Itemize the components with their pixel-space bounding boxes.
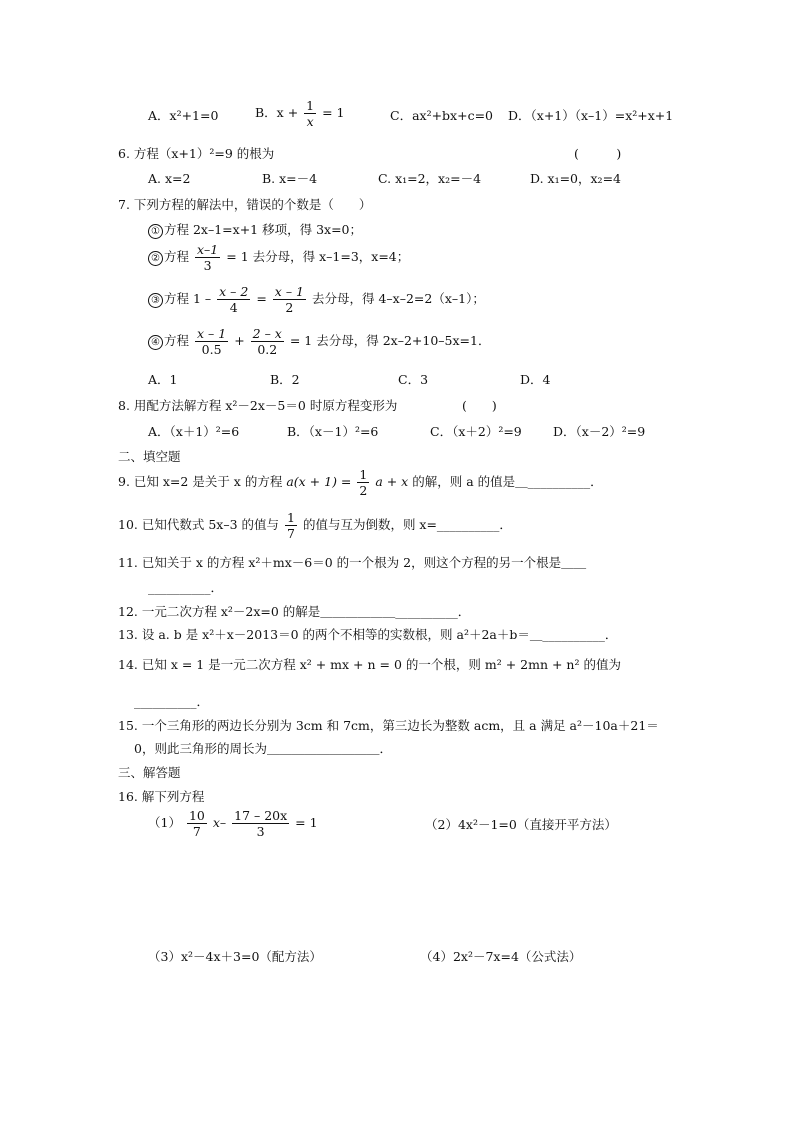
q11-line-1: 11. 已知关于 x 的方程 x²＋mx－6＝0 的一个根为 2，则这个方程的另一个根是＿＿ — [118, 555, 587, 570]
q7-item-3-number: ③ — [148, 293, 163, 308]
q16-part-1-numerator-1: 10 — [188, 808, 205, 823]
q7-item-4 — [148, 326, 490, 357]
q5-option-a: A．x²+1=0 — [148, 108, 219, 123]
q7-item-2-denominator: 3 — [203, 258, 212, 273]
q7-item-4-suffix: = 1 去分母，得 2x–2+10–5x=1． — [289, 333, 491, 348]
q8-stem: 8. 用配方法解方程 x²－2x－5＝0 时原方程变形为 — [118, 398, 398, 413]
q16-part-1-label: （1） — [148, 815, 181, 830]
q16-part-1-denominator-2: 3 — [256, 824, 265, 839]
q7-item-4-fraction-1 — [195, 326, 228, 357]
q7-item-3-numerator-1: x – 2 — [219, 284, 249, 299]
q10-prefix: 10. 已知代数式 5x–3 的值与 — [118, 517, 280, 532]
q7-item-4-prefix: 方程 — [164, 333, 190, 348]
q11-line-2: __________． — [148, 580, 224, 595]
q7-item-4-numerator-2: 2 – x — [252, 326, 282, 341]
q16-part-1 — [148, 808, 318, 839]
q14-line-2: __________． — [134, 694, 210, 709]
q7-item-4-plus: + — [234, 333, 245, 348]
q5-option-b — [255, 98, 345, 129]
q6-answer-paren: ( ) — [574, 146, 622, 161]
q7-item-3-denominator-1: 4 — [229, 300, 238, 315]
q7-item-3-denominator-2: 2 — [285, 300, 294, 315]
q7-item-3 — [148, 284, 485, 315]
q6-stem: 6. 方程（x+1）²=9 的根为 — [118, 146, 275, 161]
q10-fraction — [285, 510, 297, 541]
q15-line-2: 0，则此三角形的周长为＿＿＿＿＿＿＿＿＿． — [134, 741, 392, 756]
q16-part-4: （4）2x²－7x=4（公式法） — [420, 949, 582, 964]
q16-part-1-numerator-2: 17 – 20x — [234, 808, 288, 823]
q7-item-2-prefix: 方程 — [164, 249, 190, 264]
q9-denominator: 2 — [359, 483, 368, 498]
q5-option-b-numerator: 1 — [306, 98, 315, 113]
q7-option-d: D．4 — [520, 372, 551, 387]
q8-answer-paren: ( ) — [462, 398, 497, 413]
q6-option-d: D. x₁=0，x₂=4 — [530, 171, 621, 186]
q16-part-2: （2）4x²－1=0（直接开平方法） — [425, 817, 617, 832]
q7-item-4-denominator-2: 0.2 — [257, 342, 278, 357]
q16-part-1-fraction-2 — [232, 808, 289, 839]
section-2-heading: 二、填空题 — [118, 449, 181, 464]
q7-item-4-fraction-2 — [251, 326, 284, 357]
q8-option-b: B．（x－1）²=6 — [287, 424, 379, 439]
q9-fraction — [357, 467, 369, 498]
q7-item-1-number: ① — [148, 224, 163, 239]
q10-denominator: 7 — [287, 526, 295, 541]
q6-option-b: B. x=－4 — [262, 171, 318, 186]
q7-item-2-suffix: = 1 去分母，得 x–1=3，x=4； — [226, 249, 410, 264]
q9-prefix: 9. 已知 x=2 是关于 x 的方程 — [118, 474, 283, 489]
q7-item-3-suffix: 去分母，得 4–x–2=2（x–1）； — [311, 291, 485, 306]
q9-eq-left: a(x + 1) = — [286, 474, 352, 489]
q9-line — [118, 467, 603, 498]
q5-option-b-suffix: = 1 — [322, 105, 345, 120]
q7-item-4-denominator-1: 0.5 — [201, 342, 222, 357]
q7-item-3-numerator-2: x – 1 — [274, 284, 304, 299]
q7-stem: 7. 下列方程的解法中，错误的个数是（ ） — [118, 197, 372, 212]
q16-stem: 16. 解下列方程 — [118, 789, 205, 804]
q12-line: 12. 一元二次方程 x²－2x=0 的解是＿＿＿＿＿＿__________． — [118, 604, 471, 619]
section-3-heading: 三、解答题 — [118, 765, 181, 780]
q16-part-1-middle: x– — [212, 815, 227, 830]
q7-item-2 — [148, 242, 409, 273]
q10-line — [118, 510, 512, 541]
q7-item-2-numerator: x–1 — [197, 242, 219, 257]
q7-item-1-text: 方程 2x–1=x+1 移项，得 3x=0； — [164, 222, 363, 237]
q9-eq-right: a + x — [375, 474, 409, 489]
q7-item-2-fraction — [195, 242, 220, 273]
q10-numerator: 1 — [287, 510, 295, 525]
q7-item-2-number: ② — [148, 251, 163, 266]
q7-option-b: B．2 — [270, 372, 300, 387]
q13-line: 13. 设 a. b 是 x²＋x－2013＝0 的两个不相等的实数根，则 a²＋2a＋b＝＿__________． — [118, 627, 618, 642]
q7-item-4-number: ④ — [148, 335, 163, 350]
q14-line-1: 14. 已知 x = 1 是一元二次方程 x² + mx + n = 0 的一个根，则 m² + 2mn + n² 的值为 — [118, 657, 621, 672]
q9-suffix: 的解，则 a 的值是＿__________． — [412, 474, 603, 489]
q6-option-c: C. x₁=2，x₂=－4 — [378, 171, 482, 186]
q15-line-1: 15. 一个三角形的两边长分别为 3cm 和 7cm，第三边长为整数 acm，且 a 满足 a²－10a＋21＝ — [118, 718, 659, 733]
q7-item-3-fraction-1 — [217, 284, 250, 315]
q7-item-4-numerator-1: x – 1 — [197, 326, 227, 341]
q5-option-d: D．（x+1）（x–1）=x²+x+1 — [508, 108, 674, 123]
q16-part-1-denominator-1: 7 — [192, 824, 201, 839]
q5-option-b-fraction — [304, 98, 316, 129]
q7-item-3-fraction-2 — [273, 284, 306, 315]
q8-option-c: C．（x＋2）²=9 — [430, 424, 522, 439]
q7-item-3-prefix: 方程 1 – — [164, 291, 212, 306]
q7-option-c: C．3 — [398, 372, 429, 387]
q7-option-a: A．1 — [148, 372, 178, 387]
q5-option-b-denominator: x — [306, 114, 314, 129]
q8-option-d: D．（x－2）²=9 — [553, 424, 646, 439]
q7-item-3-equals: = — [256, 291, 267, 306]
q5-option-c: C．ax²+bx+c=0 — [390, 108, 494, 123]
q16-part-1-fraction-1 — [187, 808, 207, 839]
q9-numerator: 1 — [359, 467, 368, 482]
q5-option-b-prefix: B．x + — [255, 105, 299, 120]
q10-suffix: 的值与互为倒数，则 x=__________． — [302, 517, 512, 532]
q8-option-a: A．（x＋1）²=6 — [148, 424, 240, 439]
q7-item-1 — [148, 222, 362, 239]
q16-part-1-suffix: = 1 — [295, 815, 318, 830]
q16-part-3: （3）x²－4x＋3=0（配方法） — [148, 949, 322, 964]
q6-option-a: A. x=2 — [148, 171, 191, 186]
